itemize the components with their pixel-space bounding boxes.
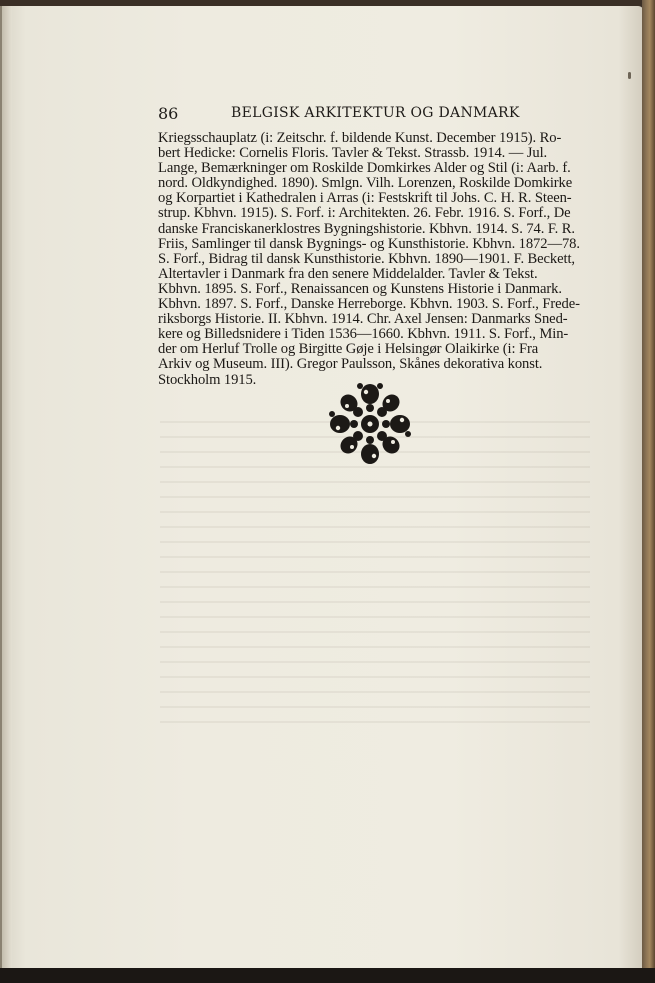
gutter-line	[0, 6, 2, 970]
bibliography-paragraph	[158, 131, 584, 388]
text-line: Friis, Samlinger til dansk Bygnings- og Kunsthistorie. Kbhvn. 1872—78.	[158, 235, 580, 252]
text-line: S. Forf., Bidrag til dansk Kunsthistorie. Kbhvn. 1890—1901. F. Beckett,	[158, 250, 575, 267]
text-line: Kbhvn. 1895. S. Forf., Renaissancen og Kunstens Historie i Danmark.	[158, 280, 562, 297]
text-line: kere og Billedsnidere i Tiden 1536—1660. Kbhvn. 1911. S. Forf., Min-	[158, 326, 569, 343]
text-line: bert Hedicke: Cornelis Floris. Tavler & Tekst. Strassb. 1914. — Jul.	[158, 145, 548, 162]
page-number: 86	[158, 104, 179, 123]
margin-mark	[628, 72, 631, 79]
bottom-edge	[0, 968, 655, 983]
text-line: og Korpartiet i Kathedralen i Arras (i: Festskrift til Johs. C. H. R. Steen-	[158, 190, 572, 207]
running-head: BELGISK ARKITEKTUR OG DANMARK	[231, 105, 520, 121]
text-line: Kriegsschauplatz (i: Zeitschr. f. bildende Kunst. December 1915). Ro-	[158, 130, 562, 146]
text-line: Kbhvn. 1897. S. Forf., Danske Herreborge. Kbhvn. 1903. S. Forf., Frede-	[158, 296, 580, 313]
text-line: riksborgs Historie. II. Kbhvn. 1914. Chr. Axel Jensen: Danmarks Sned-	[158, 311, 568, 328]
text-line: Arkiv og Museum. III). Gregor Paulsson, Skånes dekorativa konst.	[158, 356, 543, 373]
text-line: Stockholm 1915.	[158, 371, 257, 388]
text-line: nord. Oldkyndighed. 1890). Smlgn. Vilh. Lorenzen, Roskilde Domkirke	[158, 175, 573, 192]
text-line: Altertavler i Danmark fra den senere Middelalder. Tavler & Tekst.	[158, 265, 538, 282]
floral-vignette-icon	[326, 380, 414, 468]
text-line: Lange, Bemærkninger om Roskilde Domkirkes Alder og Stil (i: Aarb. f.	[158, 160, 571, 177]
text-line: danske Franciskanerklostres Bygningshistorie. Kbhvn. 1914. S. 74. F. R.	[158, 220, 575, 237]
text-line: strup. Kbhvn. 1915). S. Forf. i: Architekten. 26. Febr. 1916. S. Forf., De	[158, 205, 571, 222]
text-line: der om Herluf Trolle og Birgitte Gøje i Helsingør Olaikirke (i: Fra	[158, 341, 539, 358]
book-edge	[642, 0, 655, 983]
